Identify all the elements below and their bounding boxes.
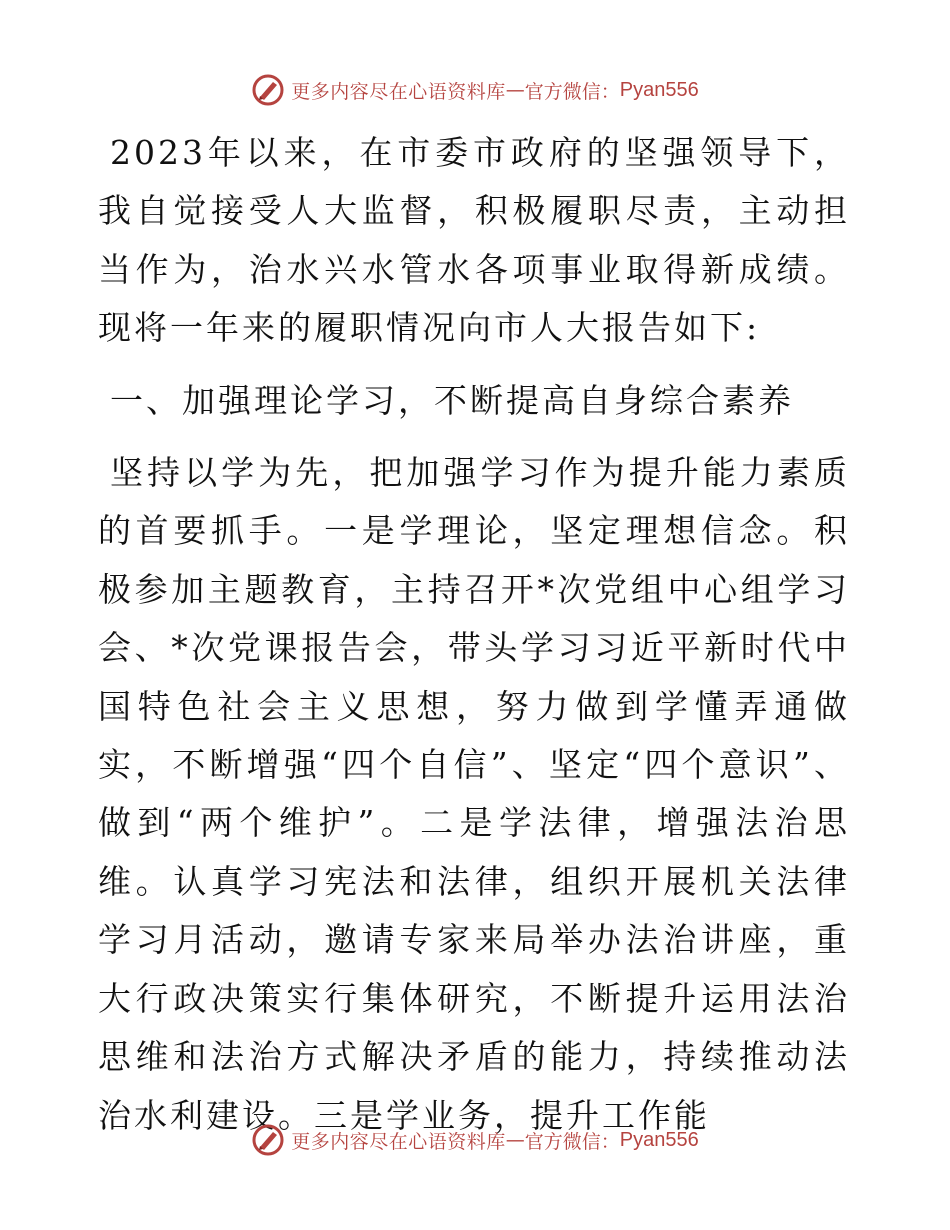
watermark-wechat-id: Pyan556 — [619, 78, 699, 101]
watermark-separator: — — [505, 1129, 525, 1151]
watermark-text: 更多内容尽在心语资料库 — [291, 1130, 506, 1153]
paragraph-intro: 2023年以来，在市委市政府的坚强领导下，我自觉接受人大监督，积极履职尽责，主动担当作为，治水兴水管水各项事业取得新成绩。现将一年来的履职情况向市人大报告如下: — [98, 133, 850, 348]
document-body — [98, 124, 850, 1145]
watermark-text: 更多内容尽在心语资料库 — [291, 80, 506, 103]
brush-logo-icon — [251, 73, 285, 107]
brush-logo-icon — [251, 1123, 285, 1157]
watermark-wechat-label: 官方微信： — [524, 1130, 620, 1153]
watermark-wechat-id: Pyan556 — [619, 1128, 699, 1151]
watermark-banner-top — [0, 70, 950, 110]
paragraph-study: 坚持以学为先，把加强学习作为提升能力素质的首要抓手。一是学理论，坚定理想信念。积极参加主题教育，主持召开*次党组中心组学习会、*次党课报告会，带头学习习近平新时代中国特色社会主义思想，努力做到学懂弄通做实，不断增强“四个自信”、坚定“四个意识”、做到“两个维护”。二是学法律，增强法治思维。认真学习宪法和法律，组织开展机关法律学习月活动，邀请专家来局举办法治讲座，重大行政决策实行集体研究，不断提升运用法治思维和法治方式解决矛盾的能力，持续推动法治水利建设。三是学业务，提升工作能 — [98, 453, 850, 1135]
section-heading: 一、加强理论学习，不断提高自身综合素养 — [110, 380, 794, 420]
watermark-wechat-label: 官方微信： — [524, 80, 620, 103]
watermark-banner-bottom — [0, 1120, 950, 1160]
watermark-separator: — — [505, 79, 525, 101]
